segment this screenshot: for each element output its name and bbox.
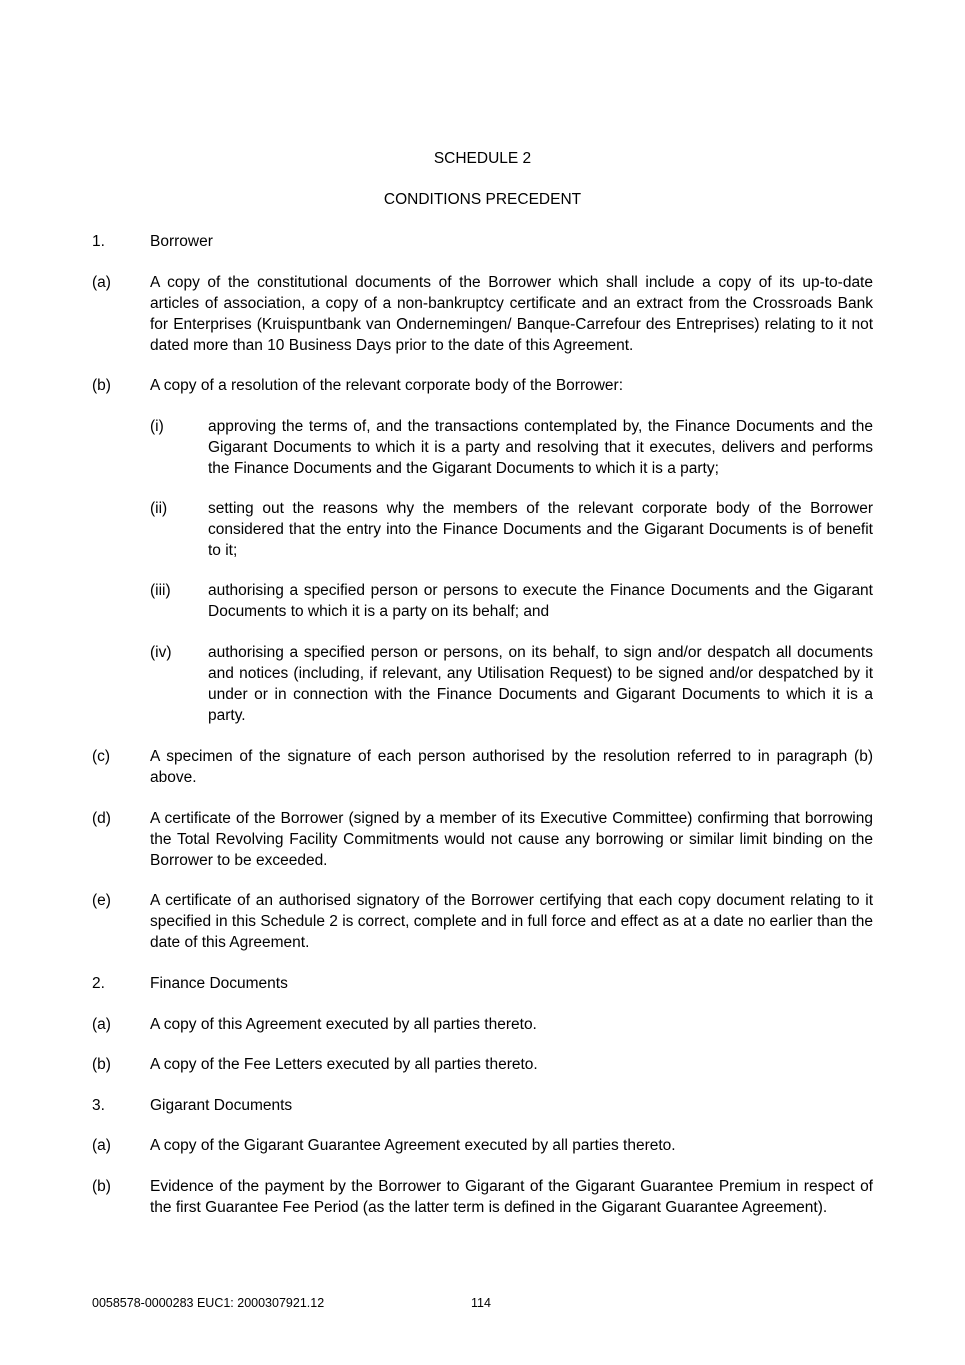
item-text: A copy of this Agreement executed by all parties thereto. [150, 1016, 537, 1033]
schedule-title: SCHEDULE 2 [433, 150, 532, 167]
section-number: 2. [92, 975, 105, 992]
sub-item-text: authorising a specified person or persons to execute the Finance Documents and the Gigarant Documents to which it is a party on its behalf; and [208, 582, 873, 620]
document-reference: 0058578-0000283 EUC1: 2000307921.12 [92, 1296, 325, 1310]
sub-item-label: (i) [150, 418, 164, 435]
item-text: A copy of the constitutional documents of the Borrower which shall include a copy of its up-to-date articles of association, a copy of a non-bankruptcy certificate and an extract from the Crossroads Bank for Enterprises (Kruispuntbank van Ondernemingen/ Banque-Carrefour des Entreprises) relating to it not dated more than 10 Business Days prior to the date of this Agreement. [150, 274, 873, 354]
schedule-subtitle: CONDITIONS PRECEDENT [383, 191, 582, 208]
item-label: (a) [92, 1137, 111, 1154]
section-title: Finance Documents [150, 975, 288, 992]
item-label: (a) [92, 274, 111, 291]
item-label: (a) [92, 1016, 111, 1033]
item-label: (c) [92, 748, 111, 765]
item-text: A copy of the Fee Letters executed by all parties thereto. [150, 1056, 538, 1073]
item-label: (b) [92, 1178, 111, 1195]
item-text: Evidence of the payment by the Borrower to Gigarant of the Gigarant Guarantee Premium in respect of the first Guarantee Fee Period (as the latter term is defined in the Gigarant Guarantee Agreement). [150, 1178, 873, 1216]
section-title: Gigarant Documents [150, 1097, 293, 1114]
section-number: 3. [92, 1097, 105, 1114]
item-label: (b) [92, 1056, 111, 1073]
page-number: 114 [471, 1296, 491, 1310]
sub-item-label: (iv) [150, 644, 172, 661]
item-label: (b) [92, 377, 111, 394]
sub-item-text: setting out the reasons why the members of the relevant corporate body of the Borrower considered that the entry into the Finance Documents and the Gigarant Documents is of benefit to it; [208, 500, 873, 559]
item-text: A copy of a resolution of the relevant corporate body of the Borrower: [150, 377, 624, 394]
section-title: Borrower [150, 233, 213, 250]
item-text: A certificate of an authorised signatory of the Borrower certifying that each copy document relating to it specified in this Schedule 2 is correct, complete and in full force and effect as at a date no earlier than the date of this Agreement. [150, 892, 873, 951]
item-label: (e) [92, 892, 111, 909]
sub-item-text: approving the terms of, and the transactions contemplated by, the Finance Documents and the Gigarant Documents to which it is a party and resolving that it executes, delivers and performs the Finance Documents and the Gigarant Documents to which it is a party; [208, 418, 873, 477]
sub-item-text: authorising a specified person or persons, on its behalf, to sign and/or despatch all documents and notices (including, if relevant, any Utilisation Request) to be signed and/or despatched by it under or in connection with the Finance Documents and Gigarant Documents to which it is a party. [208, 644, 873, 724]
sub-item-label: (ii) [150, 500, 168, 517]
item-text: A copy of the Gigarant Guarantee Agreement executed by all parties thereto. [150, 1137, 676, 1154]
item-label: (d) [92, 810, 111, 827]
section-number: 1. [92, 233, 105, 250]
item-text: A specimen of the signature of each person authorised by the resolution referred to in paragraph (b) above. [150, 748, 873, 786]
sub-item-label: (iii) [150, 582, 171, 599]
item-text: A certificate of the Borrower (signed by a member of its Executive Committee) confirming that borrowing the Total Revolving Facility Commitments would not cause any borrowing or similar limit binding on the Borrower to be exceeded. [150, 810, 873, 869]
